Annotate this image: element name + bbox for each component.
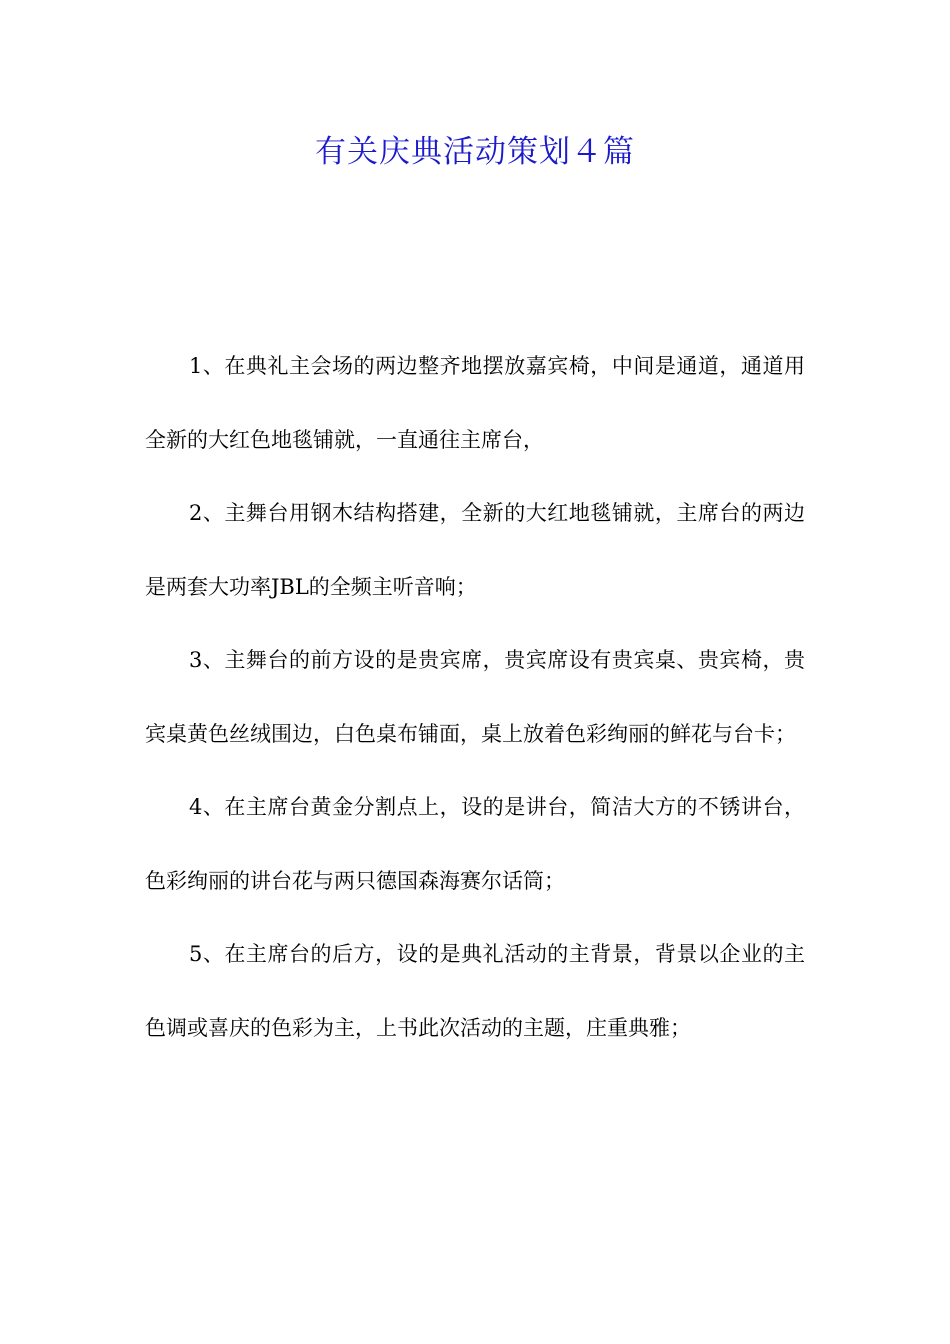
paragraph-4: 4、在主席台黄金分割点上，设的是讲台，简洁大方的不锈讲台，色彩绚丽的讲台花与两只德国森海赛尔话筒； (145, 795, 805, 893)
document-title: 有关庆典活动策划４篇 (315, 134, 635, 170)
paragraph-3: 3、主舞台的前方设的是贵宾席，贵宾席设有贵宾桌、贵宾椅，贵宾桌黄色丝绒围边，白色桌布铺面，桌上放着色彩绚丽的鲜花与台卡； (145, 648, 805, 746)
paragraph-1: 1、在典礼主会场的两边整齐地摆放嘉宾椅，中间是通道，通道用全新的大红色地毯铺就，一直通往主席台， (145, 354, 805, 452)
paragraph-2: 2、主舞台用钢木结构搭建，全新的大红地毯铺就，主席台的两边是两套大功率JBL的全频主听音响； (145, 501, 805, 599)
document-body (145, 330, 805, 1065)
paragraph-5: 5、在主席台的后方，设的是典礼活动的主背景，背景以企业的主色调或喜庆的色彩为主，上书此次活动的主题，庄重典雅； (145, 942, 805, 1040)
